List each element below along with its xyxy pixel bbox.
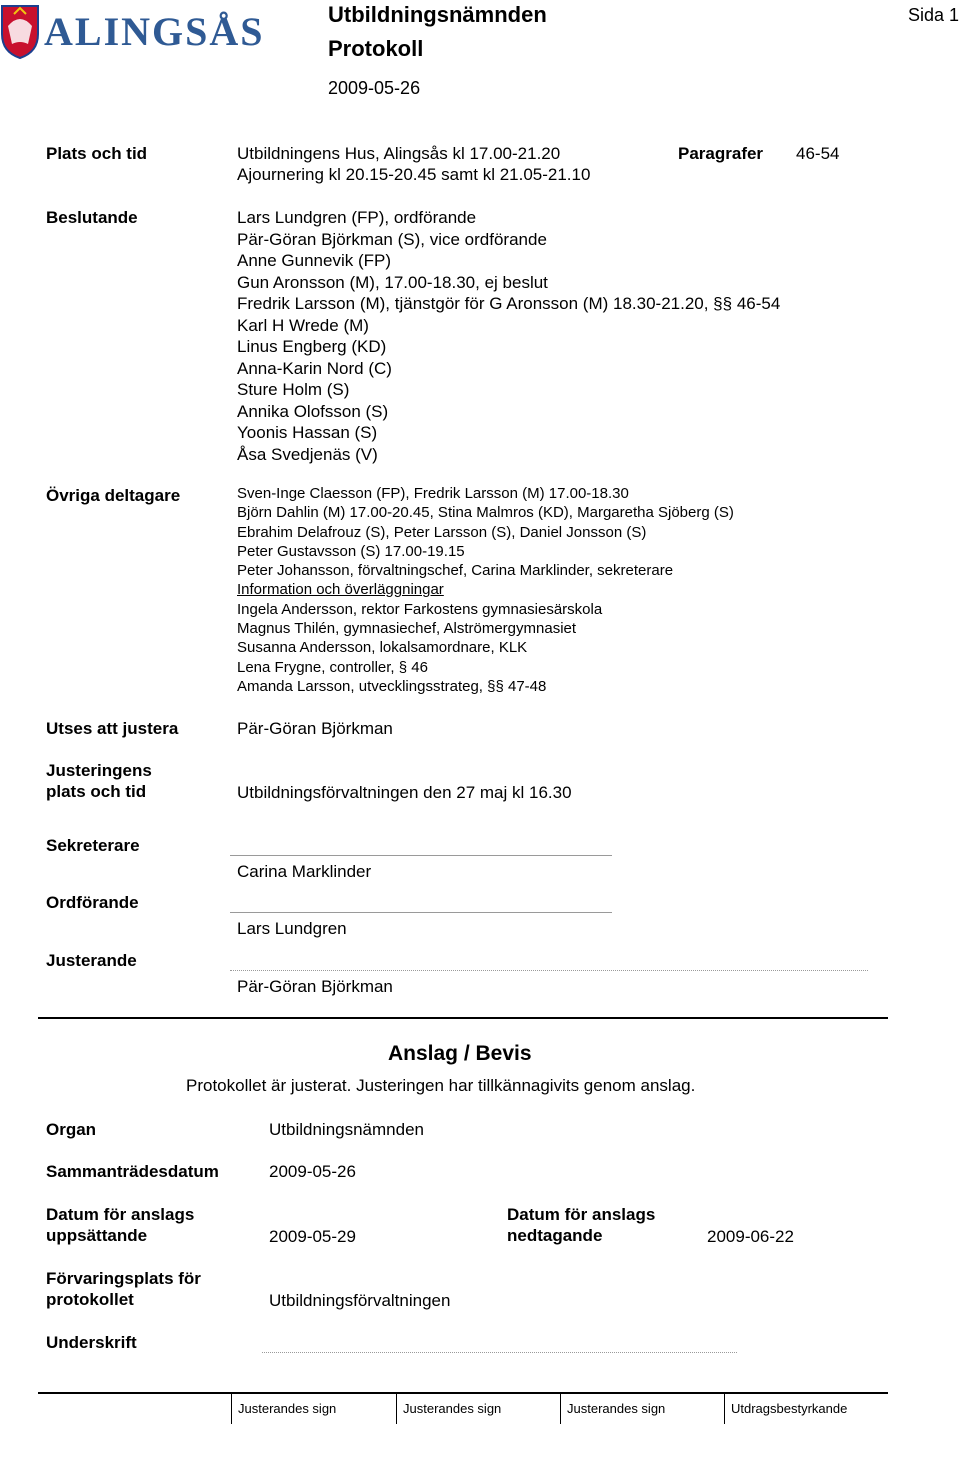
organ-value: Utbildningsnämnden [269, 1120, 424, 1139]
ordforande-label: Ordförande [46, 893, 139, 912]
uppsattande-value: 2009-05-29 [269, 1227, 356, 1246]
ovriga-item: Susanna Andersson, lokalsamordnare, KLK [237, 639, 528, 657]
forvaring-label-line: Förvaringsplats för [46, 1269, 201, 1288]
meeting-date: 2009-05-26 [328, 78, 421, 98]
forvaring-value: Utbildningsförvaltningen [269, 1291, 451, 1310]
ordforande-name: Lars Lundgren [237, 919, 347, 938]
beslutande-item: Yoonis Hassan (S) [237, 423, 378, 442]
plats-line: Ajournering kl 20.15-20.45 samt kl 21.05-21.10 [237, 165, 591, 184]
beslutande-label: Beslutande [46, 208, 138, 227]
committee-title: Utbildningsnämnden [328, 2, 547, 27]
ovriga-item: Ingela Andersson, rektor Farkostens gymnasiesärskola [237, 600, 603, 618]
page-number: Sida 1 [908, 5, 960, 25]
logo-wordmark: ALINGSÅS [44, 9, 265, 54]
ovriga-item: Peter Gustavsson (S) 17.00-19.15 [237, 542, 465, 560]
section-divider [38, 1017, 888, 1019]
justerande-signature-line [230, 970, 868, 971]
paragrafer-value: 46-54 [796, 144, 840, 163]
ovriga-section-heading: Information och överläggningar [237, 581, 444, 599]
beslutande-item: Anna-Karin Nord (C) [237, 358, 392, 378]
ovriga-label: Övriga deltagare [46, 486, 181, 505]
ovriga-item: Björn Dahlin (M) 17.00-20.45, Stina Malmros (KD), Margaretha Sjöberg (S) [237, 504, 734, 522]
coat-of-arms-icon [0, 4, 40, 60]
footer-cell-utdragsbestyrkande [724, 1394, 888, 1424]
justerande-name: Pär-Göran Björkman [237, 977, 393, 996]
beslutande-item: Åsa Svedjenäs (V) [237, 444, 378, 464]
footer-cell-label: Justerandes sign [567, 1401, 666, 1416]
ovriga-list [237, 484, 734, 696]
justeringens-label-line: plats och tid [46, 782, 147, 801]
beslutande-item: Karl H Wrede (M) [237, 315, 369, 335]
nedtagande-value: 2009-06-22 [707, 1227, 794, 1246]
paragrafer-label: Paragrafer [678, 144, 764, 163]
anslag-title: Anslag / Bevis [388, 1042, 532, 1065]
beslutande-item: Gun Aronsson (M), 17.00-18.30, ej beslut [237, 272, 548, 292]
footer-cell-label: Justerandes sign [403, 1401, 502, 1416]
footer-cell-justerandes-sign-3 [560, 1394, 724, 1424]
ovriga-item: Amanda Larsson, utvecklingsstrateg, §§ 47-48 [237, 677, 547, 695]
anslag-subtitle: Protokollet är justerat. Justeringen har tillkännagivits genom anslag. [186, 1076, 696, 1095]
ovriga-item: Peter Johansson, förvaltningschef, Carina Marklinder, sekreterare [237, 562, 674, 580]
nedtagande-label-line: nedtagande [507, 1226, 603, 1245]
beslutande-item: Pär-Göran Björkman (S), vice ordförande [237, 229, 547, 249]
ovriga-item: Ebrahim Delafrouz (S), Peter Larsson (S), Daniel Jonsson (S) [237, 523, 647, 541]
nedtagande-label [507, 1204, 655, 1246]
organ-label: Organ [46, 1120, 97, 1139]
plats-value [237, 143, 590, 185]
beslutande-item: Annika Olofsson (S) [237, 401, 389, 421]
plats-line: Utbildningens Hus, Alingsås kl 17.00-21.20 [237, 144, 561, 163]
underskrift-signature-line [262, 1352, 737, 1353]
justeringens-label-line: Justeringens [46, 761, 152, 780]
beslutande-item: Lars Lundgren (FP), ordförande [237, 208, 477, 227]
nedtagande-label-line: Datum för anslags [507, 1205, 656, 1224]
municipality-logo [0, 4, 265, 64]
ordforande-signature-line [230, 912, 612, 913]
uppsattande-label-line: uppsättande [46, 1226, 148, 1245]
footer-cell-label: Utdragsbestyrkande [731, 1401, 848, 1416]
sekreterare-name: Carina Marklinder [237, 862, 372, 881]
utses-label: Utses att justera [46, 719, 179, 738]
underskrift-label: Underskrift [46, 1333, 137, 1352]
justerande-label: Justerande [46, 951, 137, 970]
footer-cell-justerandes-sign-1 [231, 1394, 396, 1424]
plats-label: Plats och tid [46, 144, 148, 163]
ovriga-item: Magnus Thilén, gymnasiechef, Alströmergymnasiet [237, 620, 577, 638]
document-type: Protokoll [328, 36, 424, 61]
beslutande-item: Sture Holm (S) [237, 380, 350, 399]
ovriga-item: Sven-Inge Claesson (FP), Fredrik Larsson (M) 17.00-18.30 [237, 485, 629, 502]
footer-cell-justerandes-sign-2 [396, 1394, 560, 1424]
forvaring-label-line: protokollet [46, 1290, 134, 1309]
footer-cell-label: Justerandes sign [238, 1401, 337, 1416]
beslutande-item: Fredrik Larsson (M), tjänstgör för G Aronsson (M) 18.30-21.20, §§ 46-54 [237, 294, 781, 313]
beslutande-item: Linus Engberg (KD) [237, 337, 387, 356]
sekreterare-signature-line [230, 855, 612, 856]
beslutande-list [237, 207, 780, 465]
beslutande-item: Anne Gunnevik (FP) [237, 251, 392, 270]
uppsattande-label-line: Datum för anslags [46, 1205, 195, 1224]
justeringens-label [46, 760, 152, 802]
sammantrade-value: 2009-05-26 [269, 1162, 356, 1181]
justeringens-value: Utbildningsförvaltningen den 27 maj kl 16.30 [237, 783, 572, 802]
ovriga-item: Lena Frygne, controller, § 46 [237, 658, 428, 676]
sekreterare-label: Sekreterare [46, 836, 140, 855]
utses-value: Pär-Göran Björkman [237, 719, 393, 738]
sammantrade-label: Sammanträdesdatum [46, 1162, 219, 1181]
uppsattande-label [46, 1204, 194, 1246]
forvaring-label [46, 1268, 201, 1310]
